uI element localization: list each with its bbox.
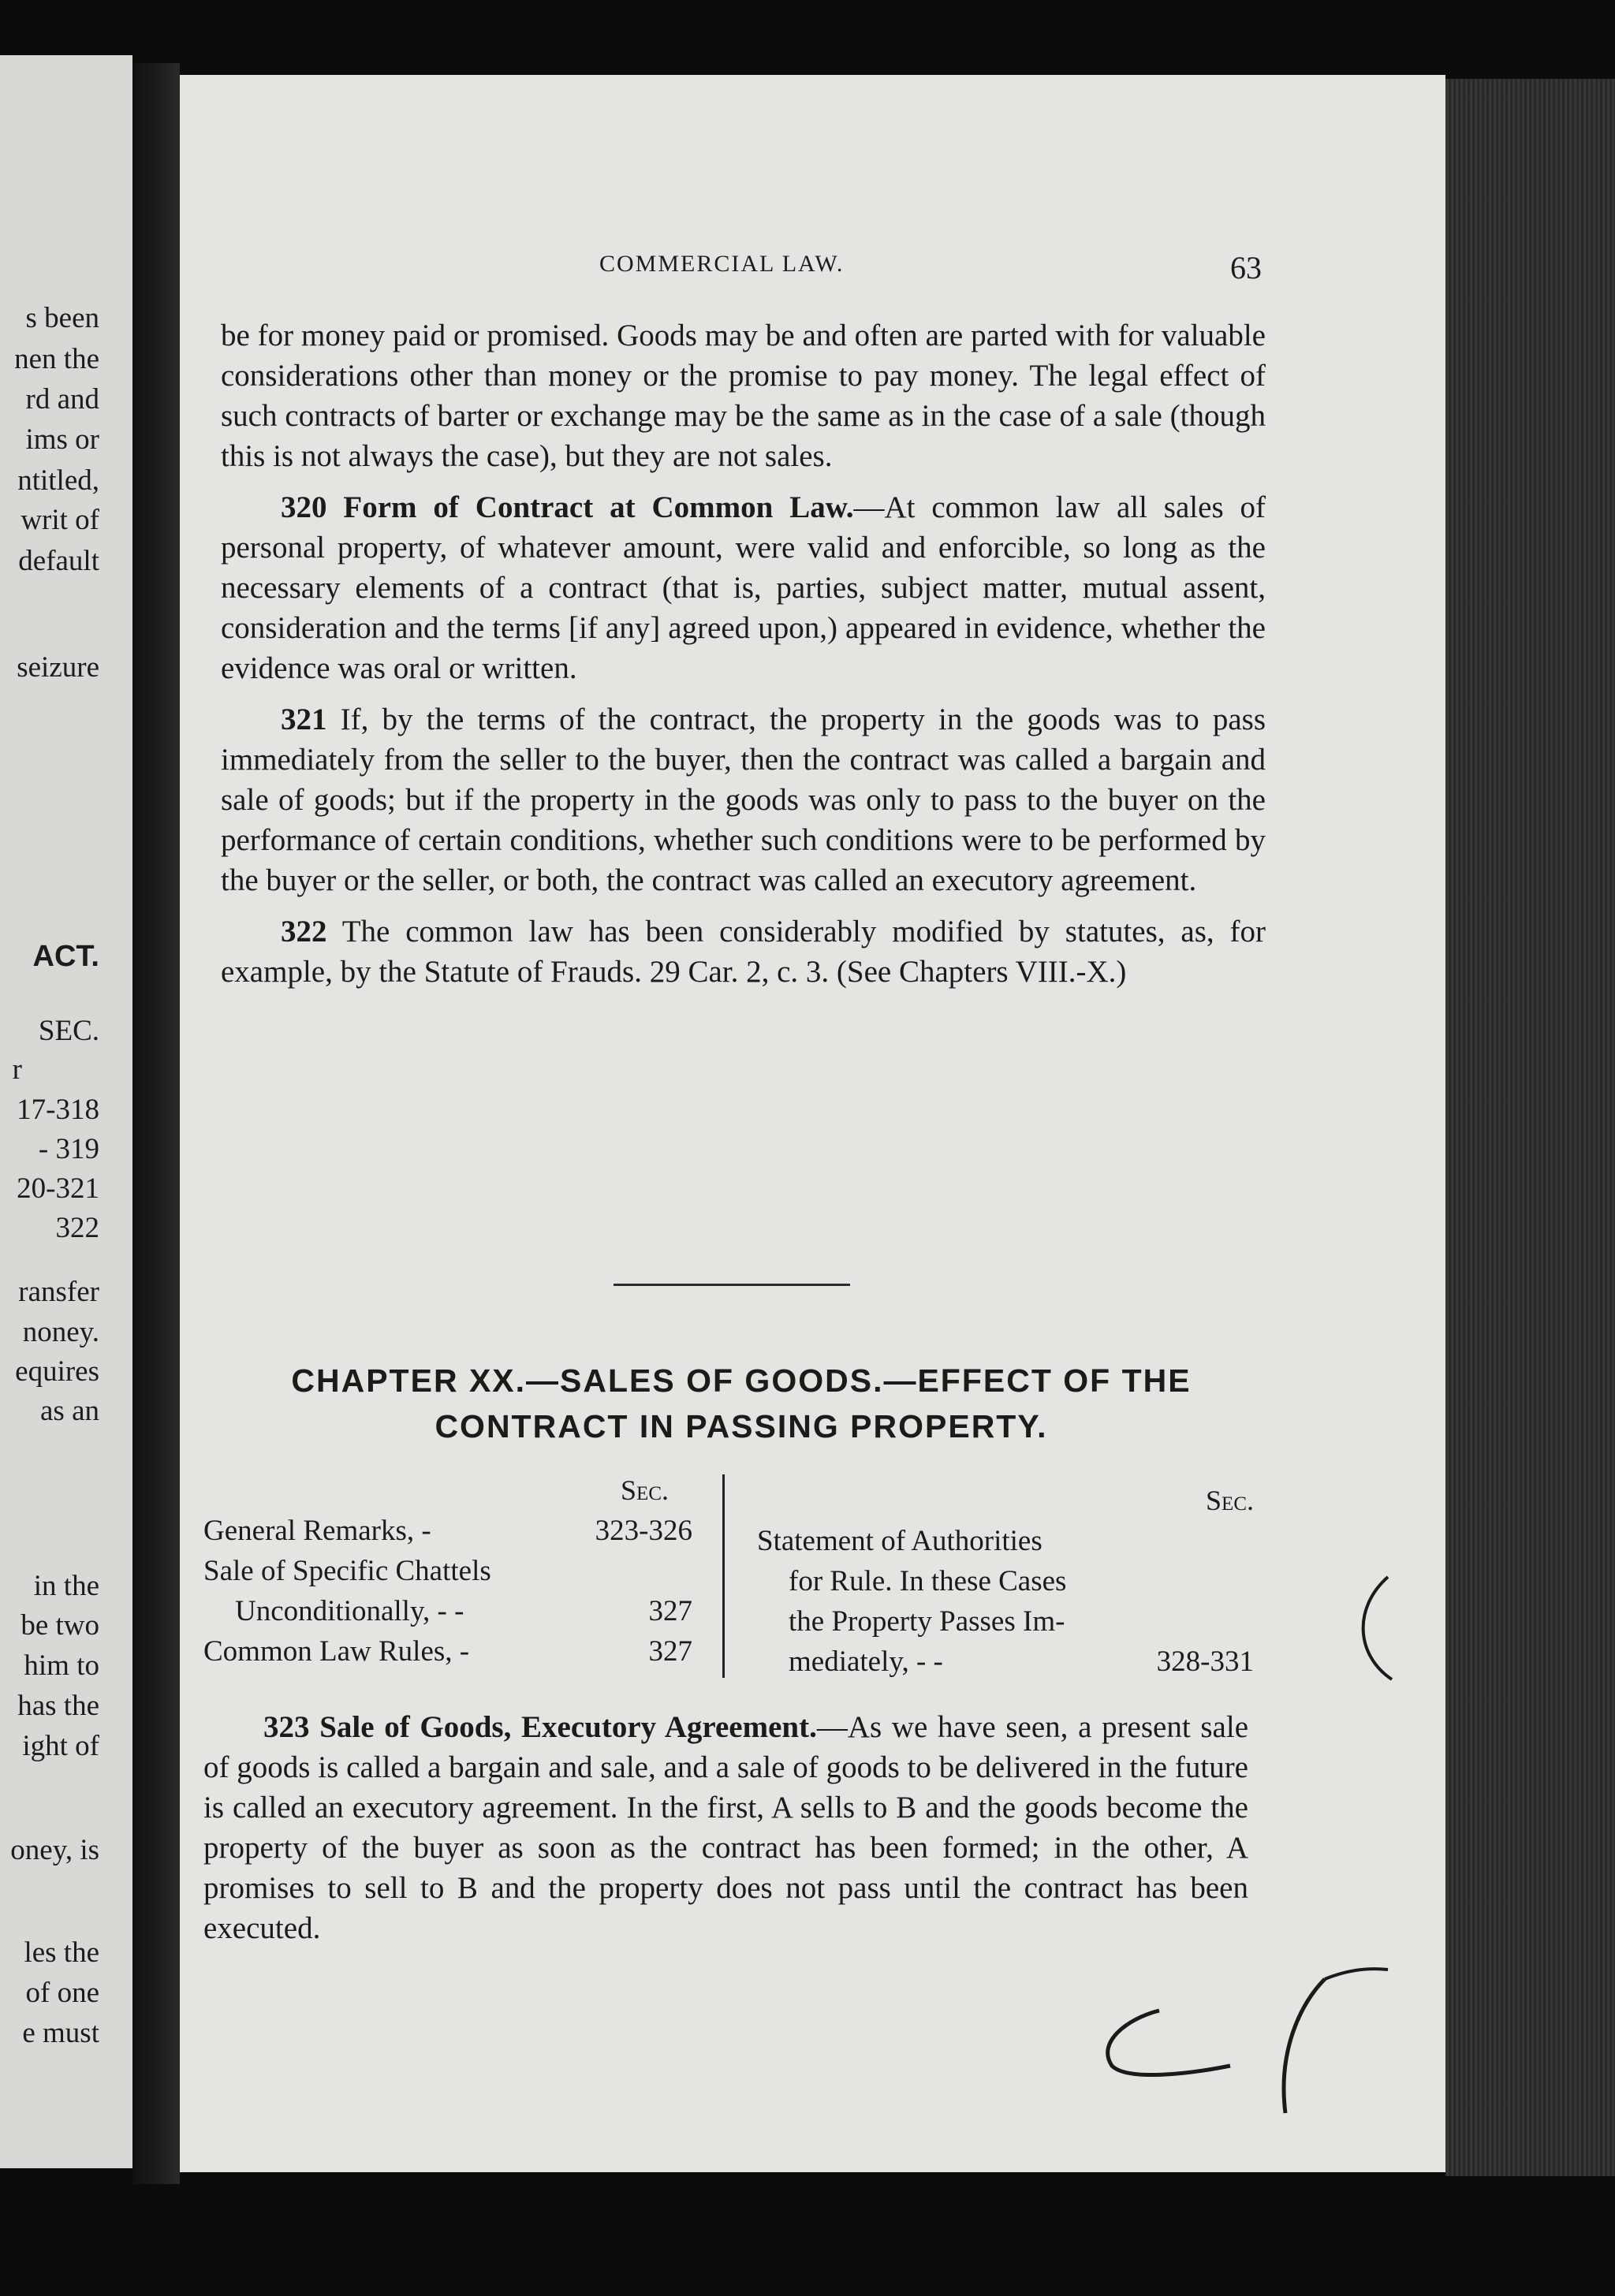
left-page-line: SEC. [38,1015,99,1047]
toc-entry [203,1551,692,1591]
pencil-stroke-mark [1325,1969,1388,1979]
body-text [221,315,1266,992]
left-page-line: ACT. [32,940,99,973]
left-page-line: nen the [14,343,99,375]
toc-entry [203,1511,692,1551]
toc-left-column [203,1470,692,1672]
chapter-heading-line: CHAPTER XX.—SALES OF GOODS.—EFFECT OF THE [291,1362,1192,1399]
pencil-stroke-mark [1284,1979,1325,2113]
section-321 [221,699,1266,900]
left-page-line: e must [22,2017,99,2049]
toc-entry-title: General Remarks, - [203,1515,431,1547]
left-page-line: default [18,545,99,577]
section-heading: Form of Contract at Common Law. [343,490,854,524]
left-page-line: - 319 [38,1133,99,1165]
section-number: 321 [281,703,327,736]
left-page-line: ntitled, [17,464,99,497]
page-number: 63 [1230,250,1262,285]
toc-entry-ref: 327 [648,1595,692,1627]
left-page-fragment [0,55,132,2168]
left-page-line: r [12,1053,22,1086]
toc-entry-ref: 323-326 [595,1515,692,1547]
left-page-line: be two [21,1609,99,1642]
left-page-line: ight of [22,1730,99,1762]
left-page-line: rd and [25,383,99,416]
section-322 [221,911,1266,992]
toc-entry-title: the Property Passes Im- [789,1605,1065,1638]
left-page-line: 322 [55,1212,99,1244]
section-number: 322 [281,915,327,949]
section-number: 323 [263,1710,310,1744]
left-page-line: has the [17,1690,99,1722]
toc-sec-label: Sec. [621,1474,669,1506]
left-page-line: seizure [17,651,99,684]
left-page-line: les the [24,1936,99,1969]
book-gutter-shadow [132,63,180,2184]
toc-entry-title: mediately, - - [789,1646,943,1678]
toc-entry [203,1631,692,1672]
section-number: 320 [281,490,327,524]
toc-entry [757,1521,1254,1561]
chapter-heading [217,1358,1266,1449]
toc-entry-ref: 327 [648,1635,692,1668]
section-320 [221,487,1266,688]
left-page-line: ransfer [18,1276,99,1308]
running-head: COMMERCIAL LAW. [599,251,845,277]
section-text: If, by the terms of the contract, the property in the goods was to pass immediately from the seller to the buyer, then the contract was called a bargain and sale of goods; but if the property in the goods was only to pass to the buyer on the performance of certain conditions, whether such conditions were to be performed by the buyer or the seller, or both, the contract was called an executory agreement. [221,703,1266,897]
left-page-line: s been [25,302,99,334]
intro-paragraph: be for money paid or promised. Goods may be and often are parted with for valuable considerations other than money or the promise to pay money. The legal effect of such contracts of barter or exchange may be the same as in the case of a sale (though this is not always the case), but they are not sales. [221,319,1266,473]
toc-entry [203,1591,692,1631]
chapter-heading-line: CONTRACT IN PASSING PROPERTY. [435,1408,1048,1444]
left-page-line: in the [33,1570,99,1602]
left-page-line: as an [40,1395,99,1427]
left-page-line: ims or [25,423,99,456]
left-page-line: him to [24,1649,99,1682]
toc-entry-title: for Rule. In these Cases [789,1565,1067,1597]
toc-sec-label: Sec. [1206,1485,1254,1516]
left-page-line: of one [25,1977,99,2009]
toc-entry-title: Statement of Authorities [757,1525,1042,1557]
section-divider-rule [614,1284,850,1286]
toc-entry-ref: 328-331 [1156,1646,1254,1678]
page-edges [1445,79,1615,2176]
left-page-line: 20-321 [17,1172,99,1205]
left-page-line: equires [15,1355,99,1388]
left-page-line: 17-318 [17,1094,99,1126]
section-text: —As we have seen, a present sale of goods is called a bargain and sale, and a sale of goods to be delivered in the future is called an executory agreement. In the first, A sells to B and the goods become the property of the buyer as soon as the contract has been formed; in the other, A promises to sell to B and the property does not pass until the contract has been executed. [203,1710,1249,1945]
toc-entry-title: Common Law Rules, - [203,1635,470,1668]
section-text: The common law has been considerably modified by statutes, as, for example, by the Statute of Frauds. 29 Car. 2, c. 3. (See Chapters VIII.-X.) [221,915,1266,989]
pencil-scribble-mark [1108,2011,1230,2075]
toc-entry-title: Unconditionally, - - [235,1595,464,1627]
toc-entry-title: Sale of Specific Chattels [203,1555,491,1587]
left-page-line: writ of [21,504,99,536]
pencil-bracket-mark [1363,1577,1392,1679]
left-page-line: oney, is [10,1834,99,1866]
section-heading: Sale of Goods, Executory Agreement. [319,1710,817,1744]
pencil-margin-marks [1041,1561,1451,2160]
section-text: —At common law all sales of personal property, of whatever amount, were valid and enforcible, so long as the necessary elements of a contract (that is, parties, subject matter, mutual assent, consideration and the terms [if any] agreed upon,) appeared in evidence, whether the evidence was oral or written. [221,490,1266,685]
toc-column-divider [722,1474,725,1678]
left-page-line: noney. [22,1316,99,1348]
